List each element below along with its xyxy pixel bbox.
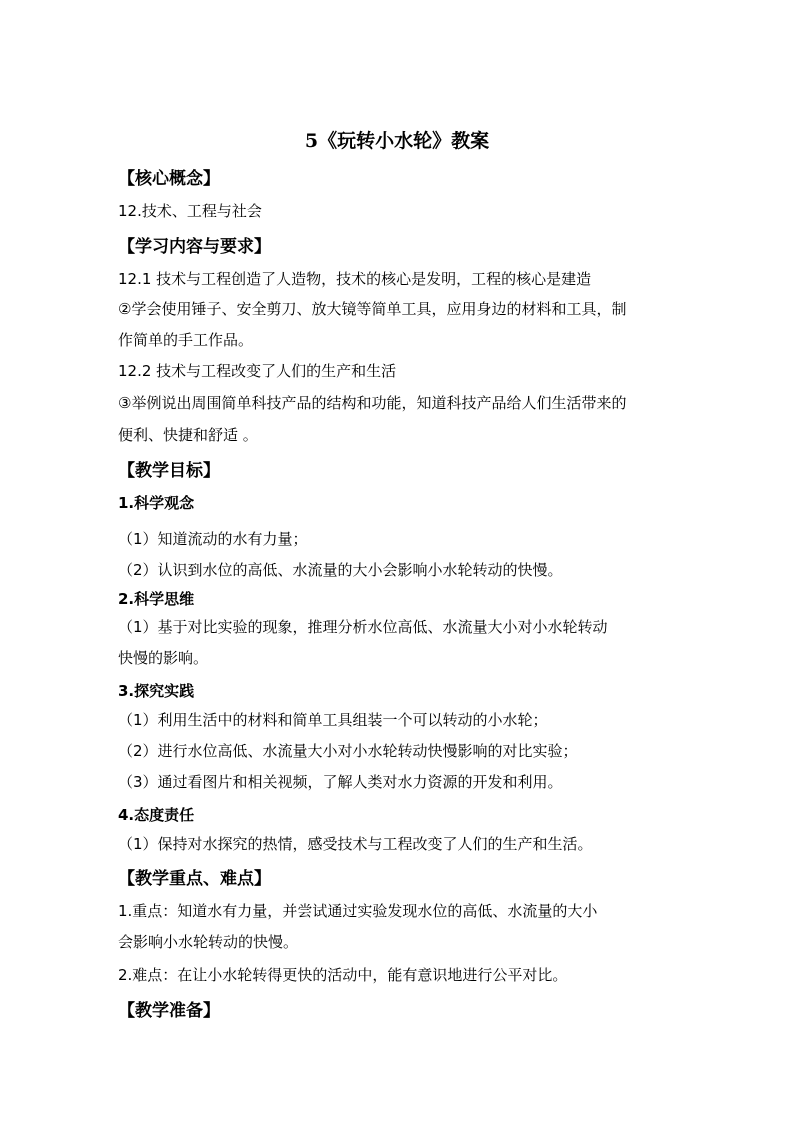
goal-line: （1）知道流动的水有力量； [118,530,308,548]
goal-line: （1）基于对比实验的现象，推理分析水位高低、水流量大小对小水轮转动 [118,618,608,636]
learning-content-line: 12.1 技术与工程创造了人造物，技术的核心是发明，工程的核心是建造 [118,270,592,288]
learning-content-line: 便利、快捷和舒适 。 [118,426,258,444]
goal-line: （2）进行水位高低、水流量大小对小水轮转动快慢影响的对比实验； [118,742,578,760]
learning-content-line: ③举例说出周围简单科技产品的结构和功能，知道科技产品给人们生活带来的 [118,394,627,412]
learning-content-line: 12.2 技术与工程改变了人们的生产和生活 [118,362,397,380]
page-title: 5《玩转小水轮》教案 [304,130,490,152]
key-point-line: 1.重点：知道水有力量，并尝试通过实验发现水位的高低、水流量的大小 [118,902,598,920]
goal-line: （1）利用生活中的材料和简单工具组装一个可以转动的小水轮； [118,711,548,729]
heading-core-concept: 【核心概念】 [118,169,220,189]
key-point-line: 会影响小水轮转动的快慢。 [118,933,299,951]
heading-key-points: 【教学重点、难点】 [118,869,271,889]
goal-group-title: 3.探究实践 [118,682,195,700]
heading-preparation: 【教学准备】 [118,1001,220,1021]
key-point-line: 2.难点：在让小水轮转得更快的活动中，能有意识地进行公平对比。 [118,966,568,984]
core-concept-line: 12.技术、工程与社会 [118,202,262,220]
goal-line: （2）认识到水位的高低、水流量的大小会影响小水轮转动的快慢。 [118,561,563,579]
learning-content-line: ②学会使用锤子、安全剪刀、放大镜等简单工具，应用身边的材料和工具，制 [118,300,627,318]
learning-content-line: 作简单的手工作品。 [118,331,254,349]
goal-line: （3）通过看图片和相关视频，了解人类对水力资源的开发和利用。 [118,773,563,791]
goal-group-title: 4.态度责任 [118,806,195,824]
heading-teaching-goals: 【教学目标】 [118,461,220,481]
goal-group-title: 2.科学思维 [118,590,195,608]
goal-group-title: 1.科学观念 [118,494,195,512]
heading-learning-content: 【学习内容与要求】 [118,237,271,257]
goal-line: 快慢的影响。 [118,649,209,667]
goal-line: （1）保持对水探究的热情，感受技术与工程改变了人们的生产和生活。 [118,835,593,853]
